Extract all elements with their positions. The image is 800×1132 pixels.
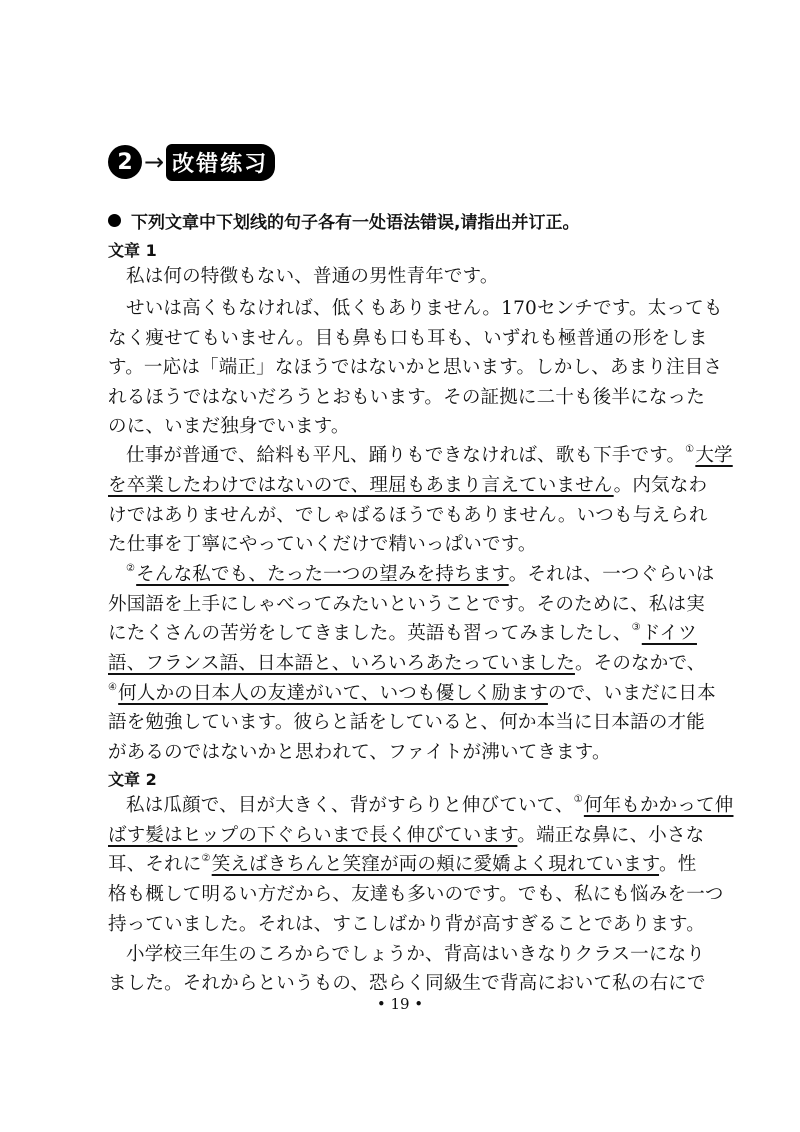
text-line: 語を勉強しています。彼らと話をしていると、何か本当に日本語の才能: [108, 712, 705, 733]
underlined-sentence: ドイツ: [641, 623, 697, 644]
text-line: せいは高くもなければ、低くもありません。170センチです。太っても: [126, 298, 723, 319]
text-line: 語、フランス語、日本語と、いろいろあたっていました。そのなかで、: [108, 653, 706, 674]
text-line: のに、いまだ独身でいます。: [108, 416, 350, 437]
text-line: なく痩せてもいません。目も鼻も口も耳も、いずれも極普通の形をしま: [108, 328, 708, 349]
instruction: [108, 208, 579, 233]
text-line: ②そんな私でも、たった一つの望みを持ちます。それは、一つぐらいは: [126, 563, 715, 585]
section-number-badge: 2: [108, 145, 142, 179]
marker-2: ②: [126, 563, 136, 574]
text-line: 私は何の特徴もない、普通の男性青年です。: [126, 266, 499, 287]
text-line: ました。それからというもの、恐らく同級生で背高において私の右にで: [108, 973, 706, 994]
marker-1: ①: [685, 444, 695, 455]
arrow-icon: →: [144, 148, 165, 176]
instruction-text: 下列文章中下划线的句子各有一处语法错误,请指出并订正。: [131, 213, 580, 233]
article-1-label: 文章 1: [108, 241, 157, 260]
text-line: ④何人かの日本人の友達がいて、いつも優しく励ますので、いまだに日本: [108, 682, 716, 704]
underlined-sentence: 大学: [695, 445, 733, 466]
text-line: ばす髪はヒップの下ぐらいまで長く伸びています。端正な鼻に、小さな: [108, 825, 705, 846]
underlined-sentence: ばす髪はヒップの下ぐらいまで長く伸びています: [108, 825, 518, 846]
underlined-sentence: 語、フランス語、日本語と、いろいろあたっていました: [108, 653, 575, 674]
text-line: 仕事が普通で、給料も平凡、踊りもできなければ、歌も下手です。①大学: [126, 444, 733, 466]
text-line: 小学校三年生のころからでしょうか、背高はいきなりクラス一になり: [126, 944, 705, 965]
article-2-label: 文章 2: [108, 770, 157, 789]
text-line: す。一応は「端正」なほうではないかと思います。しかし、あまり注目さ: [108, 357, 723, 378]
marker-3: ③: [631, 622, 641, 633]
marker-1: ①: [573, 794, 583, 805]
text-line: にたくさんの苦労をしてきました。英語も習ってみましたし、③ドイツ: [108, 622, 697, 644]
text-line: た仕事を丁寧にやっていくだけで精いっぱいです。: [108, 534, 537, 555]
text-line: 持っていました。それは、すこしばかり背が高すぎることであります。: [108, 914, 705, 935]
underlined-sentence: 何年もかかって伸: [583, 795, 734, 816]
underlined-sentence: を卒業したわけではないので、理屈もあまり言えていません: [108, 475, 614, 496]
section-header: [108, 142, 275, 182]
page-number: • 19 •: [376, 995, 424, 1013]
text-line: 耳、それに②笑えばきちんと笑窪が両の頬に愛嬌よく現れています。性: [108, 853, 697, 875]
text-line: 外国語を上手にしゃべってみたいということです。そのために、私は実: [108, 594, 705, 615]
text-line: があるのではないかと思われて、ファイトが沸いてきます。: [108, 742, 611, 763]
text-line: 私は瓜顔で、目が大きく、背がすらりと伸びていて、①何年もかかって伸: [126, 794, 734, 816]
underlined-sentence: 笑えばきちんと笑窪が両の頬に愛嬌よく現れています: [211, 854, 660, 875]
text-line: けではありませんが、でしゃばるほうでもありません。いつも与えられ: [108, 505, 708, 526]
marker-4: ④: [108, 682, 118, 693]
underlined-sentence: 何人かの日本人の友達がいて、いつも優しく励ます: [118, 683, 548, 704]
marker-2: ②: [201, 853, 211, 864]
text-line: 格も概して明るい方だから、友達も多いのです。でも、私にも悩みを一つ: [108, 884, 724, 905]
section-title: 改 错 练 习: [166, 144, 275, 181]
text-line: を卒業したわけではないので、理屈もあまり言えていません。内気なわ: [108, 475, 708, 496]
underlined-sentence: そんな私でも、たった一つの望みを持ちます: [136, 564, 509, 585]
text-line: れるほうではないだろうとおもいます。その証拠に二十も後半になった: [108, 387, 705, 408]
bullet-icon: [108, 214, 121, 227]
